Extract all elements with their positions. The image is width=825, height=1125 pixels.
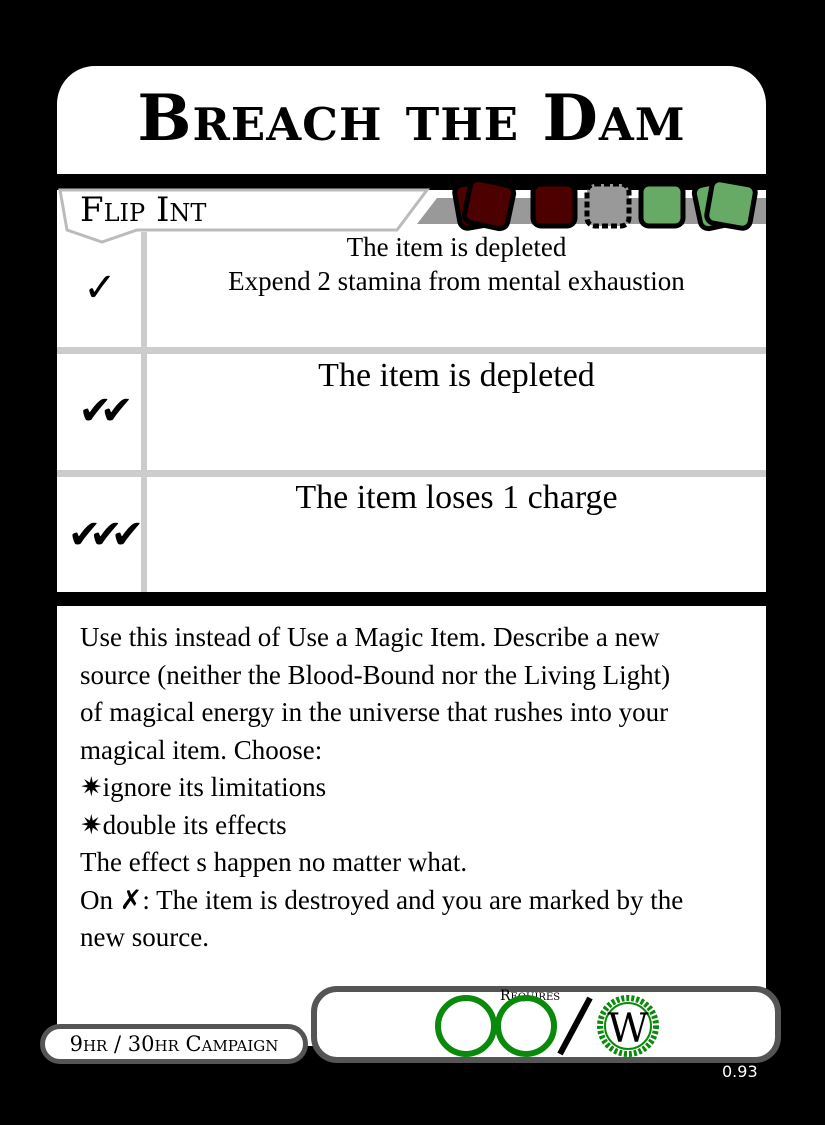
version-label: 0.93	[722, 1062, 758, 1081]
grey-box-icon	[587, 184, 629, 226]
row-3-outcome: The item loses 1 charge	[295, 479, 618, 516]
description-line: ✷ignore its limitations	[80, 772, 327, 802]
campaign-badge: 9hr / 30hr Campaign	[40, 1024, 308, 1064]
dark-red-double-box-icon	[454, 178, 516, 230]
description-line: On ✗: The item is destroyed and you are marked by the	[80, 884, 684, 915]
row-2-outcome: The item is depleted	[318, 357, 595, 394]
requires-letter: W	[607, 1006, 649, 1052]
description-line: new source.	[80, 922, 209, 952]
description-text	[80, 619, 750, 957]
description-line: ✷double its effects	[80, 809, 287, 840]
double-check-icon: ✔✔	[78, 388, 122, 434]
single-check-icon: ✓	[83, 265, 117, 311]
slash-icon	[560, 998, 590, 1054]
requires-symbols	[430, 992, 670, 1058]
description-line: The effect s happen no matter what.	[80, 847, 468, 877]
triple-check-icon: ✔✔✔	[67, 512, 133, 558]
green-ring-icon	[438, 998, 494, 1054]
description-line: magical item. Choose:	[80, 734, 323, 765]
description-line: source (neither the Blood-Bound nor the Living Light)	[80, 659, 671, 690]
dark-red-box-icon	[533, 184, 575, 226]
row-1-outcome	[147, 230, 766, 298]
row-1-line-2: Expend 2 stamina from mental exhaustion	[228, 266, 685, 296]
card-title-box	[57, 66, 766, 174]
row-1-line-1: The item is depleted	[346, 232, 567, 262]
description-line: of magical energy in the universe that rushes into your	[80, 697, 669, 727]
green-box-icon	[641, 184, 683, 226]
outcome-track	[447, 176, 769, 232]
stat-label: Flip Int	[80, 190, 207, 230]
row-divider	[57, 470, 766, 477]
description-line: Use this instead of Use a Magic Item. Describe a new	[80, 622, 660, 652]
card-title: Breach the Dam	[137, 81, 686, 156]
requires-label: Requires	[500, 988, 561, 1004]
green-ring-icon	[498, 998, 554, 1054]
row-divider	[57, 347, 766, 354]
green-double-box-icon	[693, 178, 757, 230]
